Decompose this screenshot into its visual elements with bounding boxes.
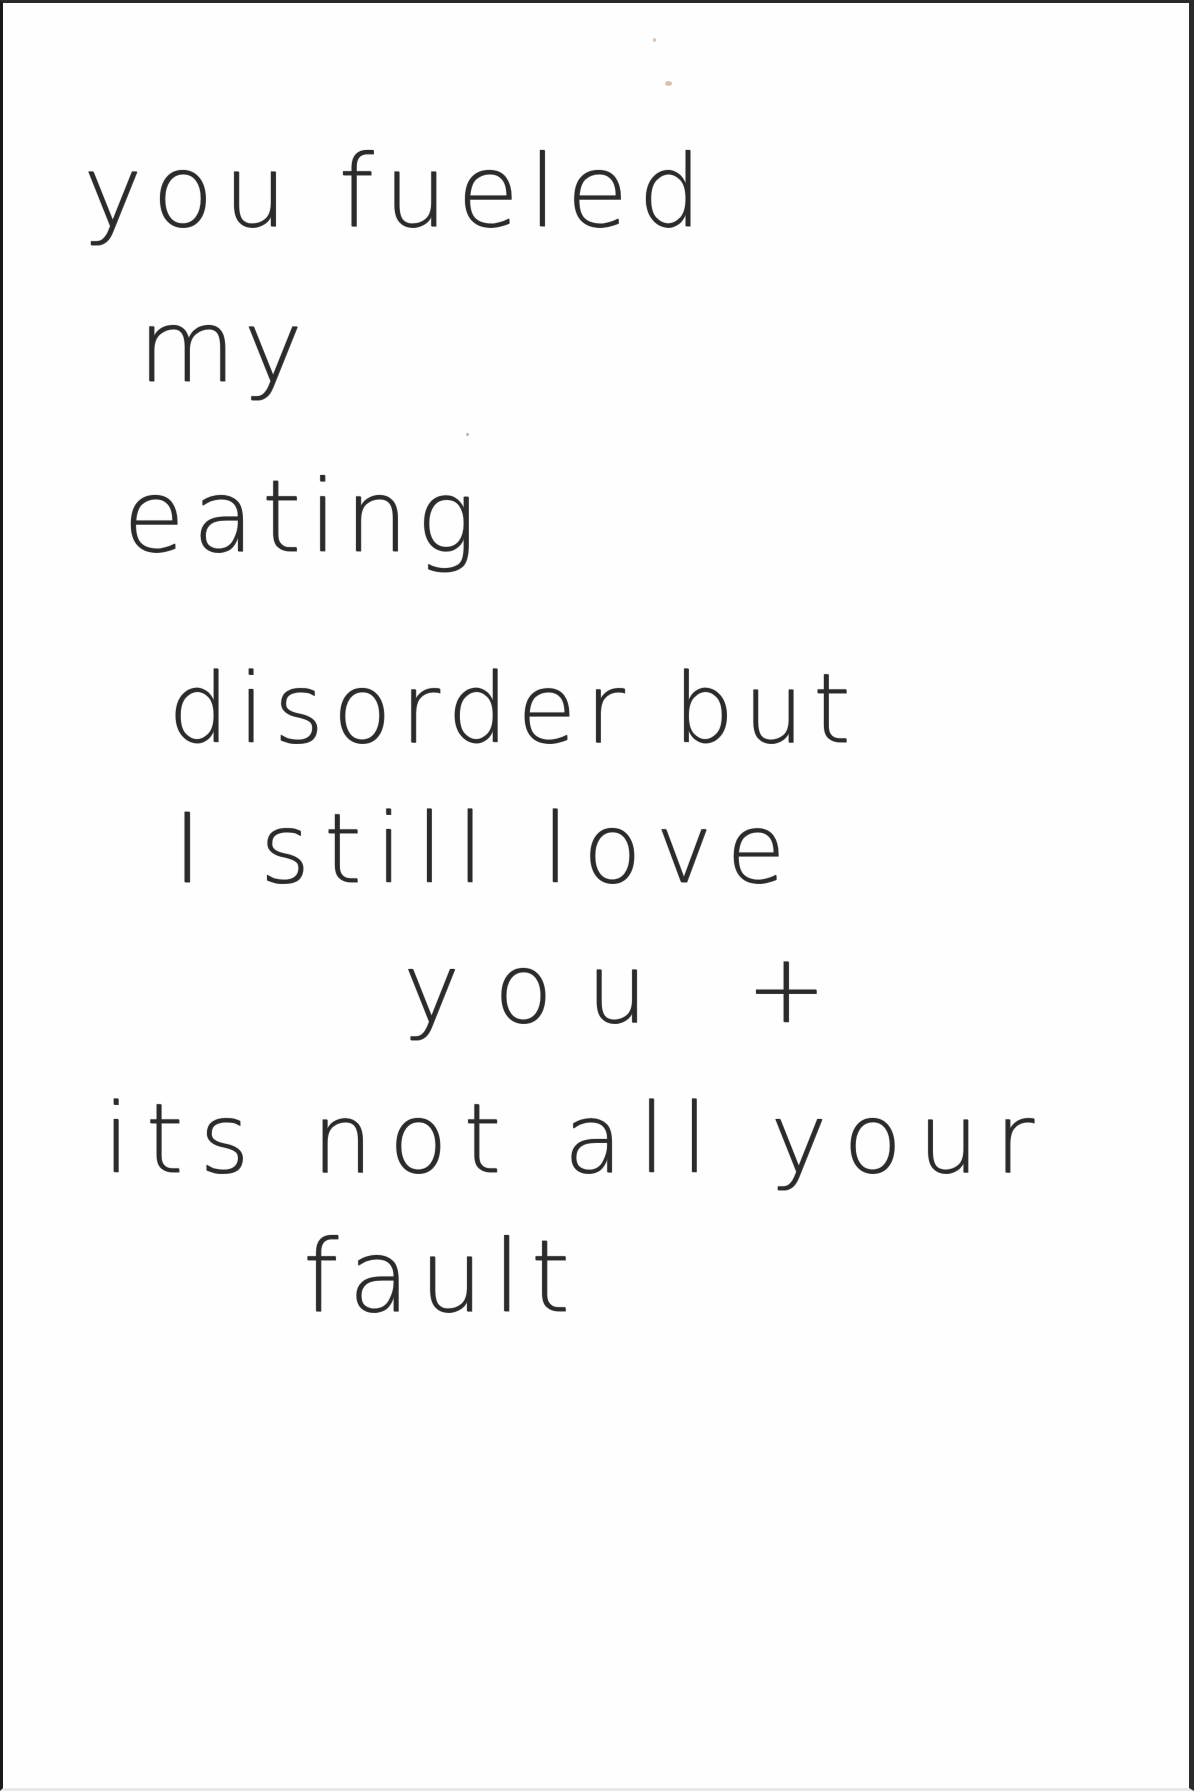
note-line-4: disorder but	[168, 653, 860, 765]
paper-speck	[665, 81, 672, 86]
note-line-1: you fueled	[83, 133, 712, 250]
paper-speck	[466, 433, 469, 436]
note-line-5: I still love	[173, 793, 800, 905]
note-line-6: you +	[403, 933, 861, 1045]
note-line-7: its not all your	[103, 1083, 1051, 1195]
note-line-2: my	[138, 288, 311, 405]
note-line-3: eating	[123, 458, 485, 575]
note-line-8: fault	[303, 1218, 580, 1335]
paper-speck	[653, 38, 656, 42]
